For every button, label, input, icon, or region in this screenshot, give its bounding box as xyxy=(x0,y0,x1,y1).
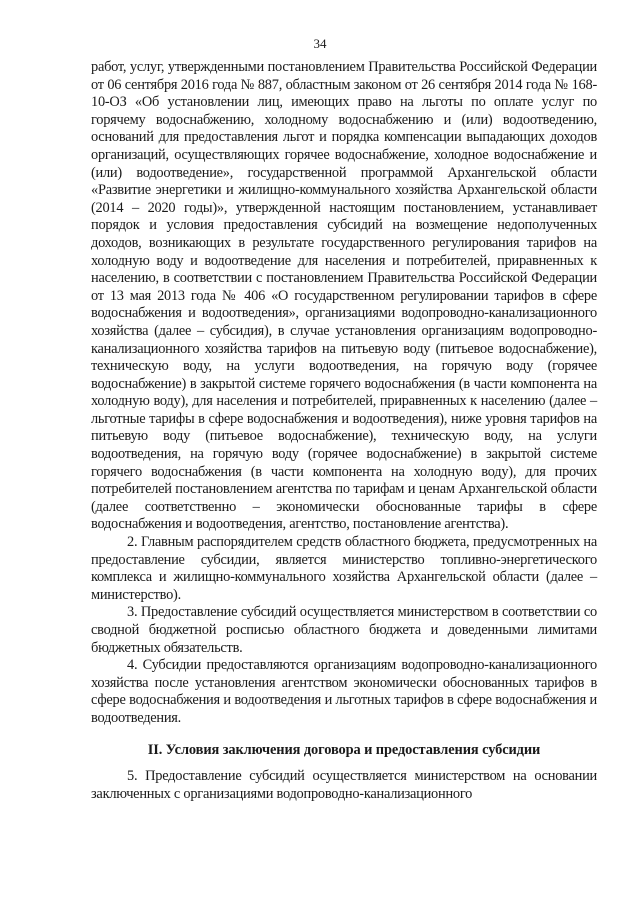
paragraph-4: 4. Субсидии предоставляются организациям водопроводно-канализационного хозяйства после установления агентством экономически обоснованных тарифов в сфере водоснабжения и водоотведения и льготных тарифов в сфере водоснабжения и водоотведения. xyxy=(91,657,597,726)
page-number: 34 xyxy=(313,36,327,51)
continuation-paragraph: работ, услуг, утвержденными постановлением Правительства Российской Федерации от 06 сентября 2016 года № 887, областным законом от 26 сентября 2014 года № 168-10-ОЗ «Об установлении лиц, имеющих право на льготы по оплате услуг по горячему водоснабжению, холодному водоснабжению и (или) водоотведению, оснований для предоставления льгот и порядка компенсации выпадающих доходов организаций, осуществляющих горячее водоснабжение, холодное водоснабжение и (или) водоотведение», государственной программой Архангельской области «Развитие энергетики и жилищно-коммунального хозяйства Архангельской области (2014 – 2020 годы)», утвержденной настоящим постановлением, устанавливает порядок и условия предоставления субсидий на возмещение недополученных доходов, возникающих в результате государственного регулирования тарифов на холодную воду и водоотведение для населения и потребителей, приравненных к населению, в соответствии с постановлением Правительства Российской Федерации от 13 мая 2013 года № 406 «О государственном регулировании тарифов в сфере водоснабжения и водоотведения», организациями водопроводно-канализационного хозяйства (далее – субсидия), в случае установления организациям водопроводно-канализационного хозяйства тарифов на питьевую воду (питьевое водоснабжение), техническую воду, на услуги водоотведения, на горячую воду (горячее водоснабжение) в закрытой системе горячего водоснабжения (в части компонента на холодную воду), для населения и потребителей, приравненных к населению (далее – льготные тарифы в сфере водоснабжения и водоотведения), ниже уровня тарифов на питьевую воду (питьевое водоснабжение), техническую воду, на услуги водоотведения, на горячую воду (горячее водоснабжение) в закрытой системе горячего водоснабжения (в части компонента на холодную воду), для прочих потребителей постановлением агентства по тарифам и ценам Архангельской области (далее соответственно – экономически обоснованные тарифы в сфере водоснабжения и водоотведения, агентство, постановление агентства). xyxy=(91,59,597,533)
section-heading: II. Условия заключения договора и предоставления субсидии xyxy=(147,741,541,758)
document-body xyxy=(91,59,597,803)
paragraph-3: 3. Предоставление субсидий осуществляется министерством в соответствии со сводной бюджетной росписью областного бюджета и доведенными лимитами бюджетных обязательств. xyxy=(91,604,597,656)
paragraph-5: 5. Предоставление субсидий осуществляется министерством на основании заключенных с организациями водопроводно-канализационного xyxy=(91,768,597,802)
paragraph-2: 2. Главным распорядителем средств областного бюджета, предусмотренных на предоставление субсидии, является министерство топливно-энергетического комплекса и жилищно-коммунального хозяйства Архангельской области (далее – министерство). xyxy=(91,534,597,603)
